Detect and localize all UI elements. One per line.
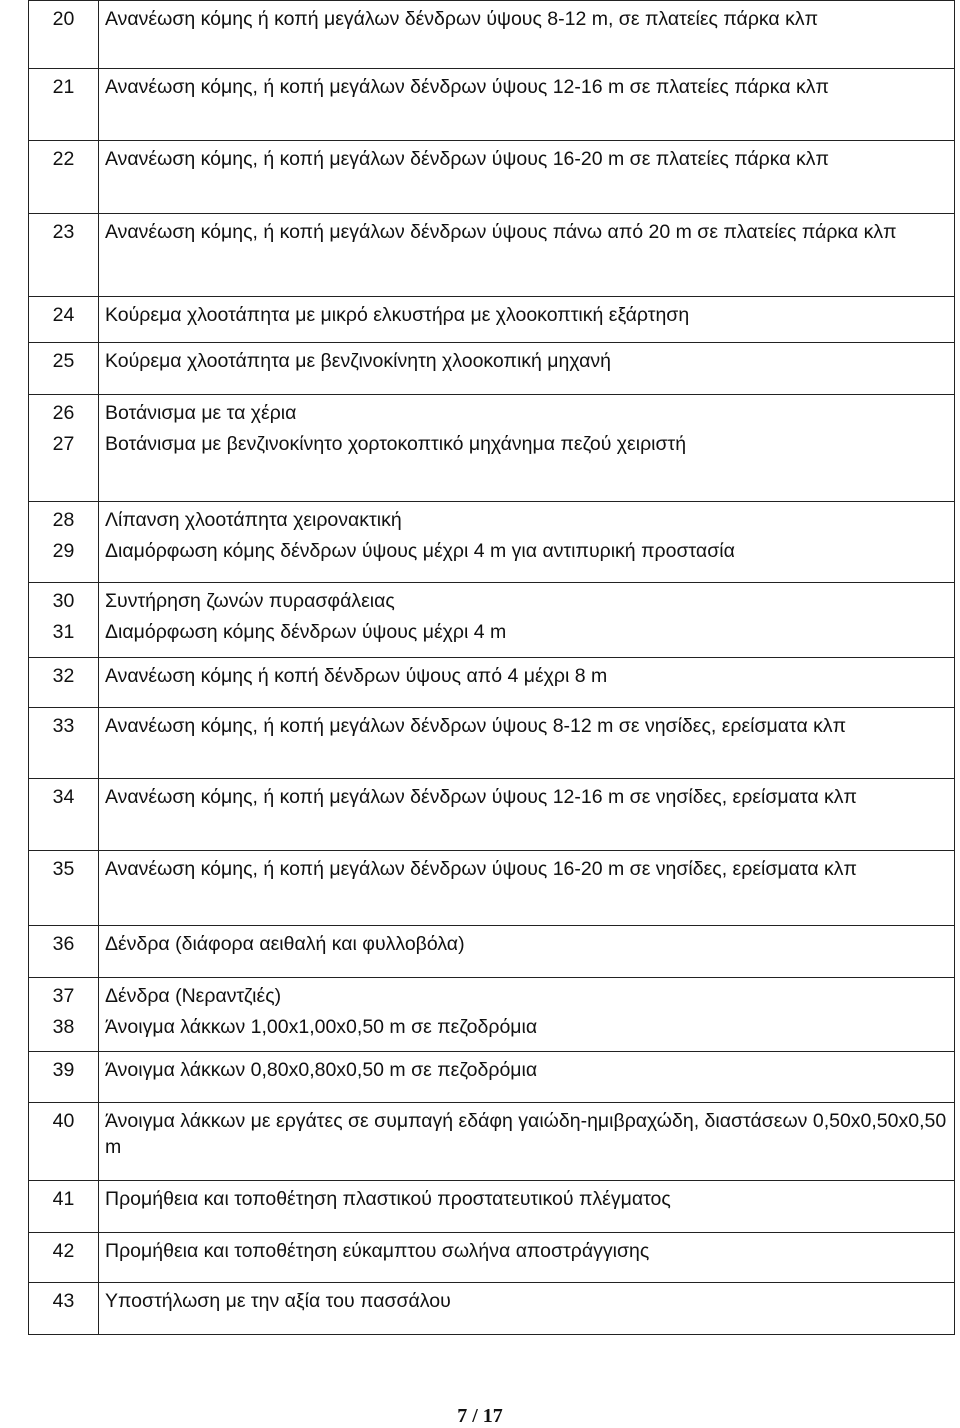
item-description-cell: Ανανέωση κόμης ή κοπή μεγάλων δένδρων ύψους 8-12 m, σε πλατείες πάρκα κλπ: [99, 1, 955, 69]
item-number-cell: 23: [29, 214, 99, 297]
item-number-cell: 21: [29, 69, 99, 141]
table-row: [29, 977, 955, 1009]
table-row: [29, 1052, 955, 1103]
table-row: [29, 1181, 955, 1233]
table-row: [29, 395, 955, 427]
item-number-cell: 22: [29, 141, 99, 214]
item-description-cell: Δένδρα (διάφορα αειθαλή και φυλλοβόλα): [99, 925, 955, 977]
item-description-cell: Ανανέωση κόμης, ή κοπή μεγάλων δένδρων ύψους 16-20 m σε νησίδες, ερείσματα κλπ: [99, 850, 955, 925]
table-row: [29, 1009, 955, 1052]
item-number-cell: 38: [29, 1009, 99, 1052]
item-description-cell: Δένδρα (Νεραντζιές): [99, 977, 955, 1009]
table-row: [29, 343, 955, 395]
table-row: [29, 778, 955, 850]
item-number-cell: 27: [29, 426, 99, 501]
table-row: [29, 214, 955, 297]
item-description-cell: Βοτάνισμα με βενζινοκίνητο χορτοκοπτικό μηχάνημα πεζού χειριστή: [99, 426, 955, 501]
item-number-cell: 35: [29, 850, 99, 925]
table-row: [29, 850, 955, 925]
item-description-cell: Ανανέωση κόμης, ή κοπή μεγάλων δένδρων ύψους 8-12 m σε νησίδες, ερείσματα κλπ: [99, 707, 955, 778]
table-row: [29, 501, 955, 533]
item-description-cell: Διαμόρφωση κόμης δένδρων ύψους μέχρι 4 m για αντιπυρική προστασία: [99, 533, 955, 583]
item-number-cell: 37: [29, 977, 99, 1009]
item-description-cell: Άνοιγμα λάκκων με εργάτες σε συμπαγή εδάφη γαιώδη-ημιβραχώδη, διαστάσεων 0,50x0,50x0,50 m: [99, 1103, 955, 1181]
table-row: [29, 69, 955, 141]
item-description-cell: Συντήρηση ζωνών πυρασφάλειας: [99, 583, 955, 615]
page-number: 7 / 17: [457, 1405, 503, 1427]
item-description-cell: Ανανέωση κόμης, ή κοπή μεγάλων δένδρων ύψους πάνω από 20 m σε πλατείες πάρκα κλπ: [99, 214, 955, 297]
table-row: [29, 1, 955, 69]
item-number-cell: 32: [29, 657, 99, 707]
item-number-cell: 25: [29, 343, 99, 395]
item-description-cell: Υποστήλωση με την αξία του πασσάλου: [99, 1283, 955, 1335]
item-description-cell: Άνοιγμα λάκκων 1,00x1,00x0,50 m σε πεζοδρόμια: [99, 1009, 955, 1052]
item-number-cell: 33: [29, 707, 99, 778]
item-number-cell: 28: [29, 501, 99, 533]
item-number-cell: 24: [29, 297, 99, 343]
table-row: [29, 707, 955, 778]
table-row: [29, 426, 955, 501]
table-row: [29, 657, 955, 707]
item-description-cell: Κούρεμα χλοοτάπητα με μικρό ελκυστήρα με χλοοκοπτική εξάρτηση: [99, 297, 955, 343]
item-number-cell: 36: [29, 925, 99, 977]
table-row: [29, 1283, 955, 1335]
item-number-cell: 40: [29, 1103, 99, 1181]
item-number-cell: 20: [29, 1, 99, 69]
item-description-cell: Κούρεμα χλοοτάπητα με βενζινοκίνητη χλοοκοπική μηχανή: [99, 343, 955, 395]
table-row: [29, 1103, 955, 1181]
table-row: [29, 141, 955, 214]
table-row: [29, 614, 955, 657]
work-items-table: [28, 0, 955, 1335]
item-number-cell: 26: [29, 395, 99, 427]
table-row: [29, 1233, 955, 1283]
item-description-cell: Διαμόρφωση κόμης δένδρων ύψους μέχρι 4 m: [99, 614, 955, 657]
item-description-cell: Ανανέωση κόμης, ή κοπή μεγάλων δένδρων ύψους 12-16 m σε νησίδες, ερείσματα κλπ: [99, 778, 955, 850]
item-number-cell: 34: [29, 778, 99, 850]
item-number-cell: 29: [29, 533, 99, 583]
item-description-cell: Ανανέωση κόμης, ή κοπή μεγάλων δένδρων ύψους 16-20 m σε πλατείες πάρκα κλπ: [99, 141, 955, 214]
item-number-cell: 30: [29, 583, 99, 615]
item-description-cell: Προμήθεια και τοποθέτηση εύκαμπτου σωλήνα αποστράγγισης: [99, 1233, 955, 1283]
item-description-cell: Λίπανση χλοοτάπητα χειρονακτική: [99, 501, 955, 533]
item-number-cell: 42: [29, 1233, 99, 1283]
item-number-cell: 39: [29, 1052, 99, 1103]
item-number-cell: 41: [29, 1181, 99, 1233]
item-number-cell: 43: [29, 1283, 99, 1335]
table-row: [29, 925, 955, 977]
item-description-cell: Ανανέωση κόμης, ή κοπή μεγάλων δένδρων ύψους 12-16 m σε πλατείες πάρκα κλπ: [99, 69, 955, 141]
item-description-cell: Προμήθεια και τοποθέτηση πλαστικού προστατευτικού πλέγματος: [99, 1181, 955, 1233]
table-row: [29, 297, 955, 343]
item-description-cell: Ανανέωση κόμης ή κοπή δένδρων ύψους από 4 μέχρι 8 m: [99, 657, 955, 707]
table-row: [29, 533, 955, 583]
item-number-cell: 31: [29, 614, 99, 657]
table-row: [29, 583, 955, 615]
item-description-cell: Βοτάνισμα με τα χέρια: [99, 395, 955, 427]
table-body: [29, 1, 955, 1335]
item-description-cell: Άνοιγμα λάκκων 0,80x0,80x0,50 m σε πεζοδρόμια: [99, 1052, 955, 1103]
